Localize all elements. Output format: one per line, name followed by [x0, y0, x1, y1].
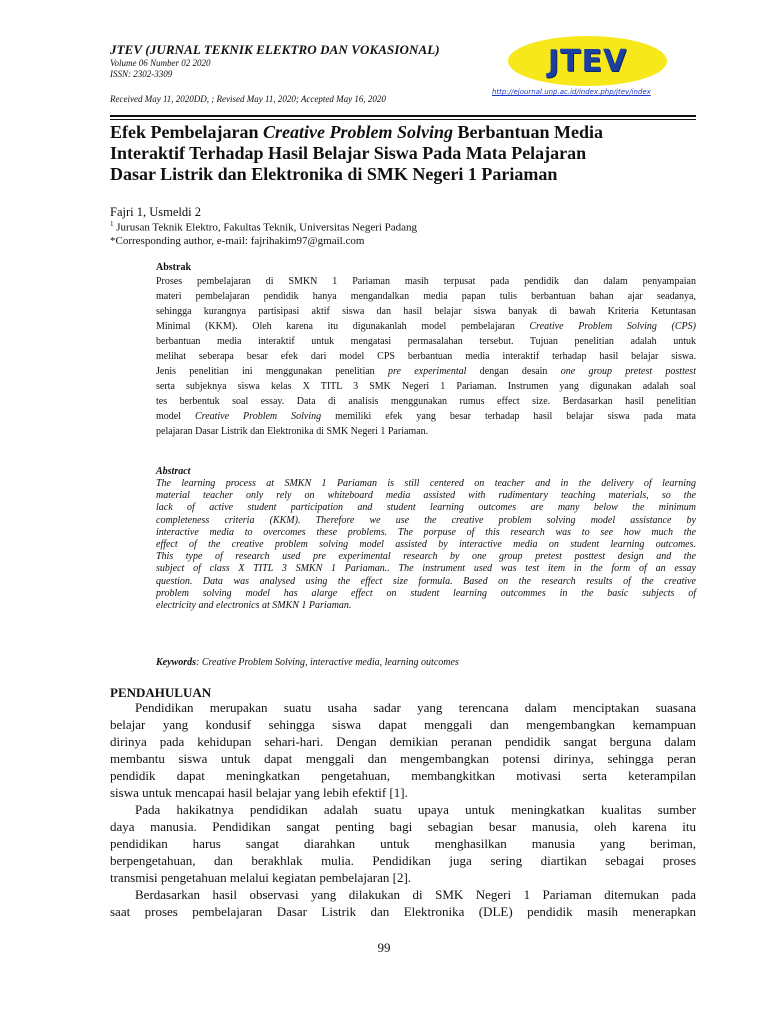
- keywords-label: Keywords: [156, 657, 196, 668]
- abstract-line: interactive media to overcomes these problems. The porpuse of this research was to see how much the: [156, 526, 696, 538]
- abstrak-line: materi pembelajaran pendidik hanya mengandalkan media papan tulis berbantuan bahan ajar seadanya,: [156, 291, 696, 302]
- abstrak-line: Minimal (KKM). Oleh karena itu digunakanlah model pembelajaran Creative Problem Solving (CPS): [156, 321, 696, 332]
- title-line: Efek Pembelajaran Creative Problem Solving Berbantuan Media: [110, 122, 603, 142]
- abstract-section: [156, 465, 696, 612]
- journal-logo-text: JTEV: [547, 43, 628, 79]
- abstrak-line: berbantuan media interaktif untuk mengatasi permasalahan tersebut. Tujuan penelitian adalah untuk: [156, 336, 696, 347]
- abstrak-line: sehingga kurangnya partisipasi aktif siswa dan hasil belajar siswa banyak di bawah Kriteria Ketuntasan: [156, 306, 696, 317]
- keywords-text: : Creative Problem Solving, interactive media, learning outcomes: [196, 657, 459, 668]
- abstrak-section: [156, 262, 696, 439]
- abstract-heading: Abstract: [156, 466, 191, 477]
- header-rule-thick: [110, 115, 696, 117]
- body-line: pendidik dapat meningkatkan pengetahuan, membangkitkan motivasi serta keterampilan: [110, 768, 696, 783]
- abstract-line: question. Data was analysed using the effect size formula. Based on the research results of the creative: [156, 575, 696, 587]
- title-line: Interaktif Terhadap Hasil Belajar Siswa Pada Mata Pelajaran: [110, 143, 587, 163]
- body-line: belajar yang kondusif sehingga siswa dapat menggali dan mengembangkan kemampuan: [110, 717, 696, 732]
- abstrak-heading: Abstrak: [156, 262, 192, 273]
- abstrak-line: Jenis penelitian ini menggunakan penelitian pre experimental dengan desain one group pretest posttest: [156, 366, 696, 377]
- body-line: Pada hakikatnya pendidikan adalah suatu upaya untuk meningkatkan kualitas sumber: [135, 802, 696, 817]
- body-line: membantu siswa untuk dapat menggali dan mengembangkan potensi dirinya, sehingga peran: [110, 751, 696, 766]
- body-line: siswa untuk mencapai hasil belajar yang lebih efektif [1].: [110, 785, 408, 800]
- affiliation: $^1$ Jurusan Teknik Elektro, Fakultas Teknik, Universitas Negeri Padang: [110, 220, 418, 234]
- journal-volume: Volume 06 Number 02 2020: [110, 58, 211, 68]
- body-line: Berdasarkan hasil observasi yang dilakukan di SMK Negeri 1 Pariaman ditemukan pada: [135, 887, 696, 902]
- body-line: saat proses pembelajaran Dasar Listrik dan Elektronika (DLE) pendidik masih menerapkan: [110, 904, 696, 919]
- journal-logo: [508, 36, 667, 86]
- body-line: dirinya pada kehidupan sehari-hari. Dengan demikian peranan pendidik sangat berguna dalam: [110, 734, 696, 749]
- section-heading: PENDAHULUAN: [110, 685, 212, 700]
- abstrak-line: model Creative Problem Solving memiliki efek yang besar terhadap hasil belajar siswa pada mata: [156, 411, 696, 422]
- abstract-line: subject of class X TITL 3 SMKN 1 Pariaman.. The instrument used was test item in the form of an essay: [156, 563, 696, 575]
- abstract-line: electricity and electronics at SMKN 1 Pariaman.: [156, 599, 352, 611]
- keywords: [156, 657, 459, 668]
- abstract-line: The learning process at SMKN 1 Pariaman is still centered on teacher and in the delivery of learning: [156, 478, 696, 489]
- received-dates: Received May 11, 2020DD, ; Revised May 11, 2020; Accepted May 16, 2020: [110, 94, 386, 104]
- abstract-line: lack of active student participation and student learning outcomes are many below the minimum: [156, 502, 696, 514]
- abstract-line: problem solving model has alarge effect on student learning outcommes in the basic subjects of: [156, 587, 696, 599]
- body-line: berpengetahuan, dan berakhlak mulia. Pendidikan juga sering diartikan sebagai proses: [110, 853, 696, 868]
- abstrak-line: tes berbentuk soal essay. Data di analisis menggunakan rumus effect size. Berdasarkan hasil penelitian: [156, 396, 696, 407]
- paper-title: [110, 122, 696, 185]
- journal-title: JTEV (JURNAL TEKNIK ELEKTRO DAN VOKASIONAL): [110, 42, 440, 57]
- title-line: Dasar Listrik dan Elektronika di SMK Negeri 1 Pariaman: [110, 164, 558, 184]
- abstrak-line: pelajaran Dasar Listrik dan Elektronika di SMK Negeri 1 Pariaman.: [156, 426, 429, 437]
- body-line: daya manusia. Pendidikan sangat penting bagi sebagian besar manusia, oleh karena itu: [110, 819, 696, 834]
- header-rule-thin: [110, 119, 696, 120]
- abstract-line: material teacher only rely on whiteboard media assisted with rudimentary teaching materials, so the: [156, 490, 696, 502]
- corresponding-author: *Corresponding author, e-mail: fajrihakim97@gmail.com: [110, 235, 365, 247]
- abstract-line: This type of research used pre experimental research by one group pretest posttest design and the: [156, 551, 696, 563]
- body-text: [110, 699, 696, 920]
- page-number: 99: [377, 940, 391, 955]
- journal-url-link[interactable]: http://ejournal.unp.ac.id/index.php/jtev/index: [492, 88, 651, 96]
- body-line: pendidikan harus sangat diarahkan untuk menghasilkan manusia yang beriman,: [110, 836, 696, 851]
- authors: Fajri 1, Usmeldi 2: [110, 205, 201, 219]
- body-line: Pendidikan merupakan suatu usaha sadar yang terencana dalam menciptakan suasana: [135, 700, 696, 715]
- journal-issn: ISSN: 2302-3309: [110, 69, 173, 79]
- abstract-line: completeness criteria (KKM). Therefore we use the creative problem solving model assistance by: [156, 514, 696, 526]
- body-line: transmisi pengetahuan melalui kegiatan pembelajaran [2].: [110, 870, 412, 885]
- abstrak-line: Proses pembelajaran di SMKN 1 Pariaman masih terpusat pada pendidik dan dalam penyampaian: [156, 276, 696, 287]
- abstrak-line: serta subjeknya siswa kelas X TITL 3 SMK Negeri 1 Pariaman. Instrumen yang digunakan adalah soal: [156, 381, 696, 392]
- abstract-line: effect of the creative problem solving model assisted by interactive media on student learning outcomes.: [156, 538, 696, 550]
- abstrak-line: melihat seberapa besar efek dari model CPS berbantuan media interaktif terhadap hasil belajar siswa.: [156, 351, 696, 362]
